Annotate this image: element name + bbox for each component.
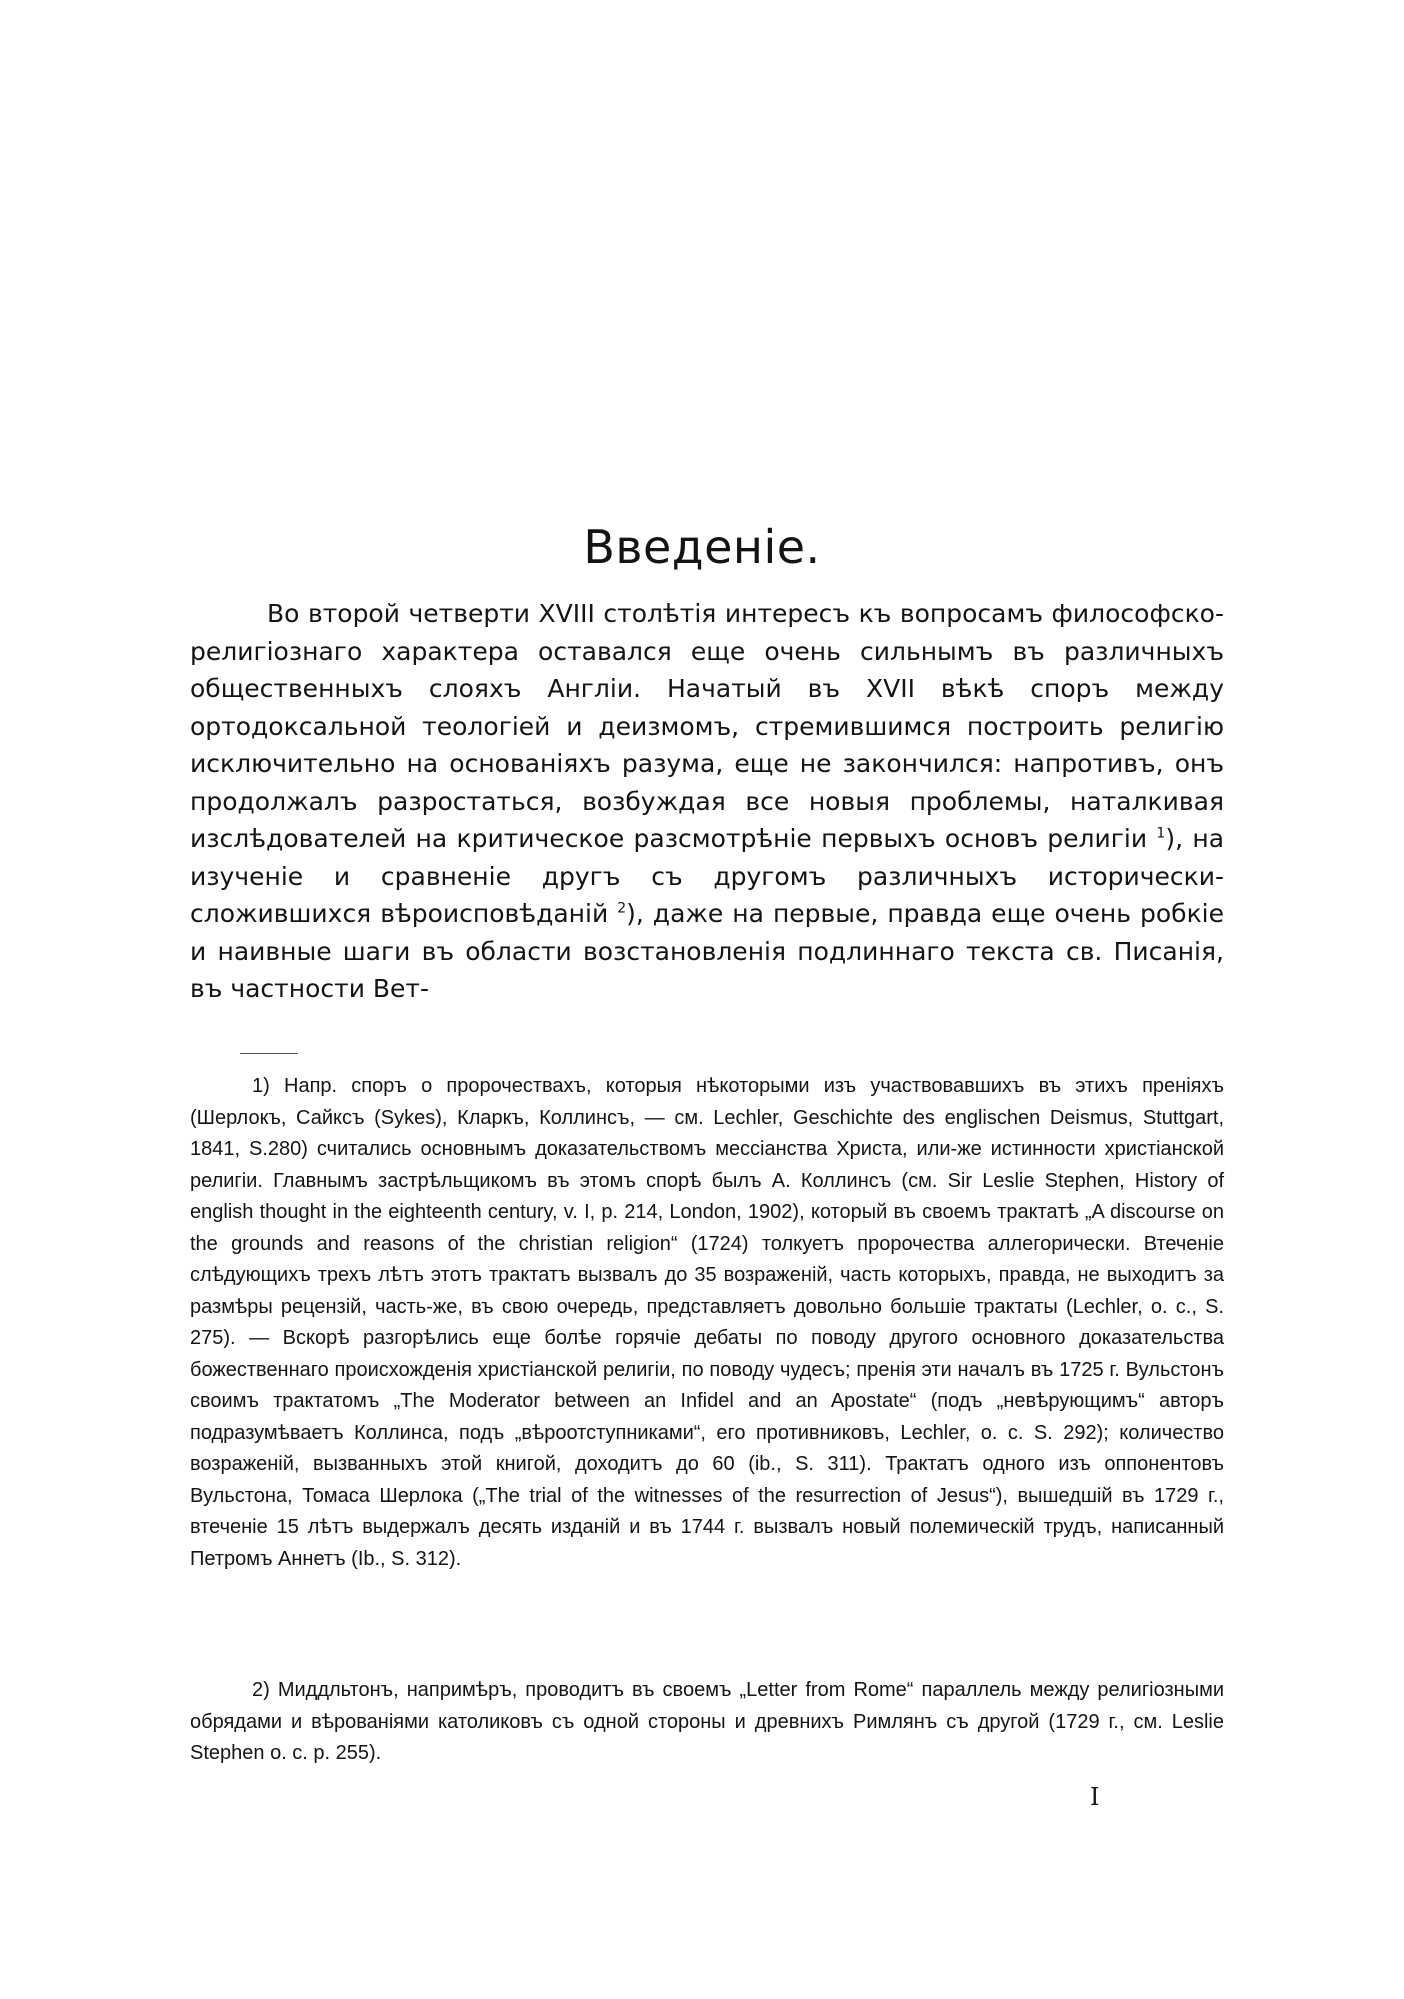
footnote-2: 2) Миддльтонъ, напримѣръ, проводитъ въ своемъ „Letter from Rome“ параллель между религіозными обрядами и вѣрованіями католиковъ съ одной стороны и древнихъ Римлянъ съ другой (1729 г., см. Leslie Stephen o. c. p. 255).: [190, 1679, 1224, 1764]
body-text-part-1: Во второй четверти XVIII столѣтія интересъ къ вопросамъ философско-религіознаго характера оставался еще очень сильнымъ въ различныхъ общественныхъ слояхъ Англіи. Начатый въ XVII вѣкѣ споръ между ортодоксальной теологіей и деизмомъ, стремившимся построить религію исключительно на основаніяхъ разума, еще не закончился: напротивъ, онъ продолжалъ разростаться, возбуждая все новыя проблемы, наталкивая изслѣдователей на критическое разсмотрѣніе первыхъ основъ религіи: [190, 599, 1224, 853]
footnote-ref-1: 1: [1156, 825, 1166, 842]
chapter-title: Введеніе.: [583, 520, 821, 574]
footnote-ref-2: 2: [617, 900, 627, 917]
body-paragraph: [190, 595, 1224, 1008]
footnote-separator: [240, 1053, 298, 1054]
body-text-part-3: ), даже на первые, правда еще очень робкіе и наивные шаги въ области возстановленія подлиннаго текста св. Писанія, въ частности Вет-: [190, 899, 1224, 1003]
footnote-1: 1) Напр. споръ о пророчествахъ, которыя нѣкоторыми изъ участвовавшихъ въ этихъ преніяхъ (Шерлокъ, Сайксъ (Sykes), Кларкъ, Коллинсъ, — см. Lechler, Geschichte des englischen Deismus, Stuttgart, 1841, S.280) считались основнымъ доказательствомъ мессіанства Христа, или-же истинности христіанской религіи. Главнымъ застрѣльщикомъ въ этомъ спорѣ былъ А. Коллинсъ (см. Sir Leslie Stephen, History of english thought in the eighteenth century, v. I, p. 214, London, 1902), который въ своемъ трактатѣ „A discourse on the grounds and reasons of the christian religion“ (1724) толкуетъ пророчества аллегорически. Втеченіе слѣдующихъ трехъ лѣтъ этотъ трактатъ вызвалъ до 35 возраженій, часть которыхъ, правда, не выходитъ за размѣры рецензій, часть-же, въ свою очередь, представляетъ довольно большіе трактаты (Lechler, o. c., S. 275). — Вскорѣ разгорѣлись еще болѣе горячіе дебаты по поводу другого основного доказательства божественнаго происхожденія христіанской религіи, по поводу чудесъ; пренія эти началъ въ 1725 г. Вульстонъ своимъ трактатомъ „The Moderator between an Infidel and an Apostate“ (подъ „невѣрующимъ“ авторъ подразумѣваетъ Коллинса, подъ „вѣроотступниками“, его противниковъ, Lechler, o. c. S. 292); количество возраженій, вызванныхъ этой книгой, доходитъ до 60 (ib., S. 311). Трактатъ одного изъ оппонентовъ Вульстона, Томаса Шерлока („The trial of the witnesses of the resurrection of Jesus“), вышедшій въ 1729 г., втеченіе 15 лѣтъ выдержалъ десять изданій и въ 1744 г. вызвалъ новый полемическій трудъ, написанный Петромъ Аннетъ (Ib., S. 312).: [190, 1075, 1224, 1570]
body-text-part-2: ), на изученіе и сравненіе другъ съ другомъ различныхъ исторически-сложившихся вѣроисповѣданій: [190, 824, 1225, 928]
page-number: I: [1090, 1783, 1100, 1811]
